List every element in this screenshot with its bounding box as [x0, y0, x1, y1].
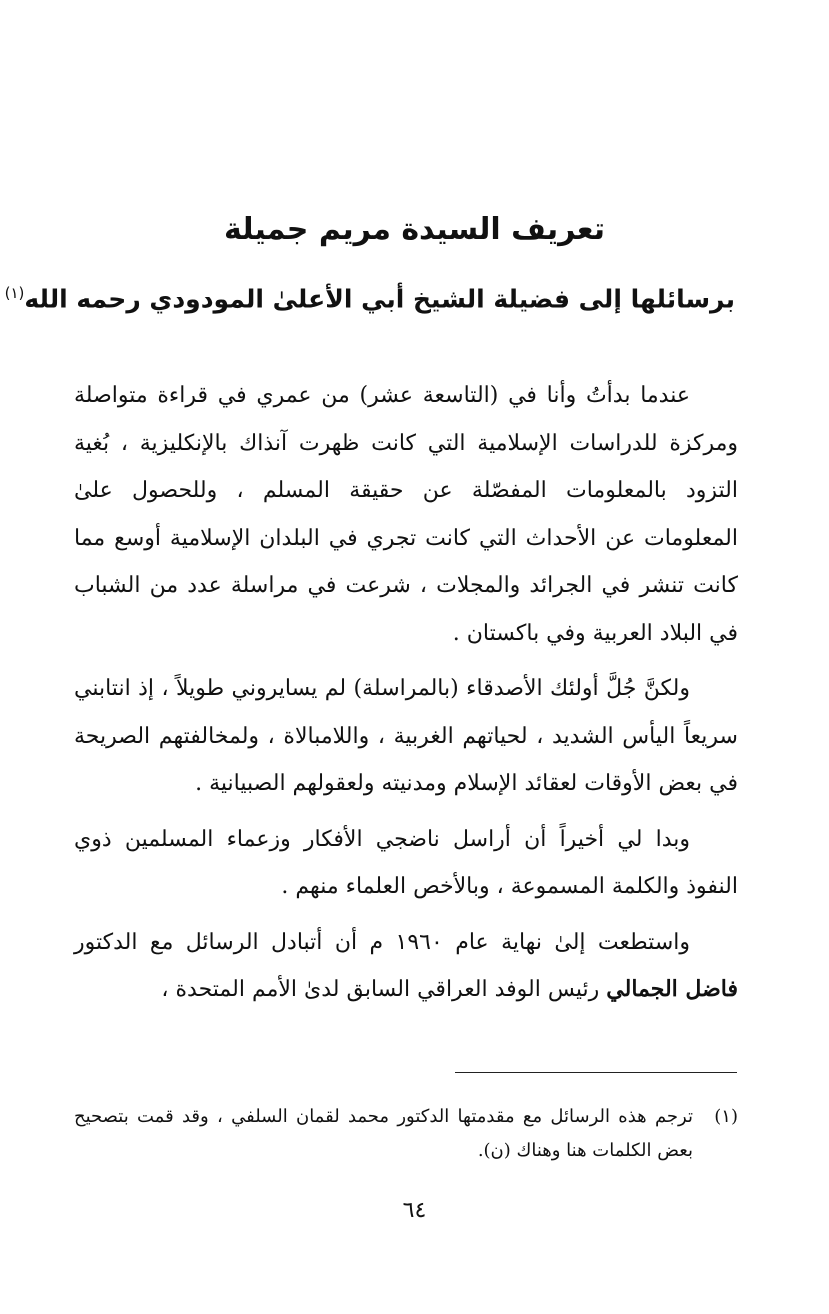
paragraph-3: وبدا لي أخيراً أن أراسل ناضجي الأفكار وزعماء المسلمين ذوي النفوذ والكلمة المسموعة ، وبالأخص العلماء منهم . [74, 826, 738, 899]
page-title: تعريف السيدة مريم جميلة [224, 212, 605, 247]
subtitle-text: برسائلها إلى فضيلة الشيخ أبي الأعلىٰ المودودي رحمه الله [24, 284, 735, 314]
page-number: ٦٤ [402, 1198, 427, 1223]
footnote [74, 1100, 738, 1168]
footnote-text: ترجم هذه الرسائل مع مقدمتها الدكتور محمد لقمان السلفي ، وقد قمت بتصحيح بعض الكلمات هنا وهناك (ن). [74, 1106, 693, 1161]
footnote-divider [455, 1072, 737, 1073]
paragraph-4-intro: واستطعت إلىٰ نهاية عام ١٩٦٠ م أن أتبادل الرسائل مع الدكتور [74, 929, 690, 955]
paragraph-4 [74, 919, 738, 1014]
person-name: فاضل الجمالي [606, 976, 738, 1002]
body-text [74, 372, 738, 1014]
page-subtitle [4, 268, 735, 324]
paragraph-1: عندما بدأتُ وأنا في (التاسعة عشر) من عمري في قراءة متواصلة ومركزة للدراسات الإسلامية التي كانت ظهرت آنذاك بالإنكليزية ، بُغية التزود بالمعلومات المفصّلة عن حقيقة المسلم ، وللحصول علىٰ المعلومات عن الأحداث التي كانت تجري في البلدان الإسلامية أوسع مما كانت تنشر في الجرائد والمجلات ، شرعت في مراسلة عدد من الشباب في البلاد العربية وفي باكستان . [74, 383, 738, 646]
footnote-marker: (١) [714, 1106, 738, 1127]
paragraph-2: ولكنَّ جُلَّ أولئك الأصدقاء (بالمراسلة) لم يسايروني طويلاً ، إذ انتابني سريعاً اليأس الشديد ، لحياتهم الغربية ، واللامبالاة ، ولمخالفتهم الصريحة في بعض الأوقات لعقائد الإسلام ومدنيته ولعقولهم الصبيانية . [74, 676, 738, 796]
paragraph-4-rest: رئيس الوفد العراقي السابق لدىٰ الأمم المتحدة ، [161, 977, 600, 1002]
subtitle-footnote-ref: (١) [4, 284, 25, 302]
